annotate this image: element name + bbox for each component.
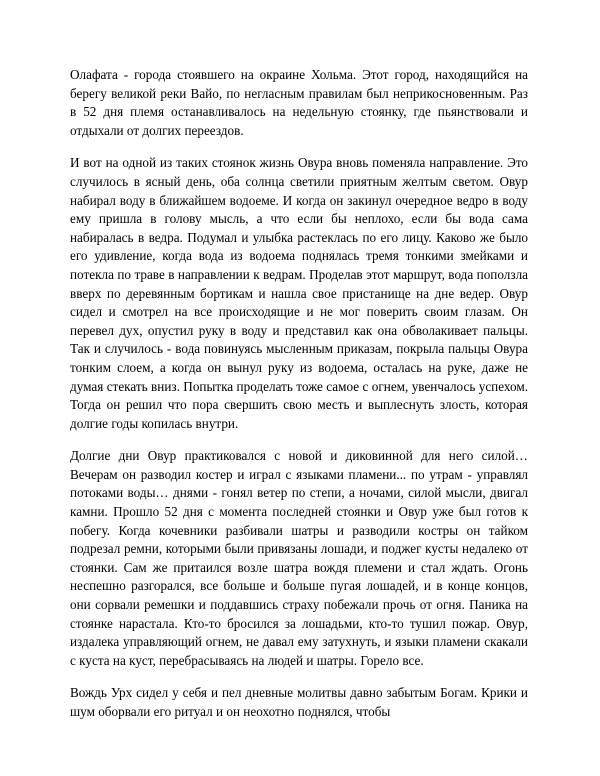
- paragraph: И вот на одной из таких стоянок жизнь Овура вновь поменяла направление. Это случилось в ясный день, оба солнца светили приятным желтым светом. Овур набирал воду в ближайшем водоеме. И когда он закинул очередное ведро в воду ему пришла в голову мысль, а что если бы неплохо, если бы вода сама набиралась в ведра. Подумал и улыбка растеклась по его лицу. Каково же было его удивление, когда вода из водоема поднялась тремя тонкими змейками и потекла по траве в направлении к ведрам. Проделав этот маршрут, вода поползла вверх по деревянным бортикам и нашла свое пристанище на дне ведер. Овур сидел и смотрел на все происходящие и не мог поверить своим глазам. Он перевел дух, опустил руку в воду и представил как она обволакивает пальцы. Так и случилось - вода повинуясь мысленным приказам, покрыла пальцы Овура тонким слоем, а когда он вынул руку из водоема, осталась на руке, даже не думая стекать вниз. Попытка проделать тоже самое с огнем, увенчалось успехом. Тогда он решил что пора свершить свою месть и выплеснуть злость, которая долгие годы копилась внутри.: [70, 155, 528, 431]
- paragraph: Долгие дни Овур практиковался с новой и диковинной для него силой… Вечерам он разводил костер и играл с языками пламени... по утрам - управлял потоками воды… днями - гонял ветер по степи, а ночами, силой мысли, двигал камни. Прошло 52 дня с момента последней стоянки и Овур уже был готов к побегу. Когда кочевники разбивали шатры и разводили костры он тайком подрезал ремни, которыми были привязаны лошади, и поджег кусты недалеко от стоянки. Сам же притаился возле шатра вождя племени и стал ждать. Огонь неспешно разгорался, все больше и больше пугая лошадей, и в конце концов, они сорвали ремешки и поддавшись страху побежали прочь от огня. Паника на стоянке нарастала. Кто-то бросился за лошадьми, кто-то тушил пожар. Овур, издалека управляющий огнем, не давал ему затухнуть, и языки пламени скакали с куста на куст, перебрасываясь на людей и шатры. Горело все.: [70, 448, 528, 668]
- paragraph: Вождь Урх сидел у себя и пел дневные молитвы давно забытым Богам. Крики и шум оборвали его ритуал и он неохотно поднялся, чтобы: [70, 685, 528, 719]
- document-body: [70, 66, 528, 722]
- paragraph: Олафата - города стоявшего на окраине Хольма. Этот город, находящийся на берегу великой реки Вайо, по негласным правилам был неприкосновенным. Раз в 52 дня племя останавливалось на недельную стоянку, где пьянствовали и отдыхали от долгих переездов.: [70, 67, 528, 138]
